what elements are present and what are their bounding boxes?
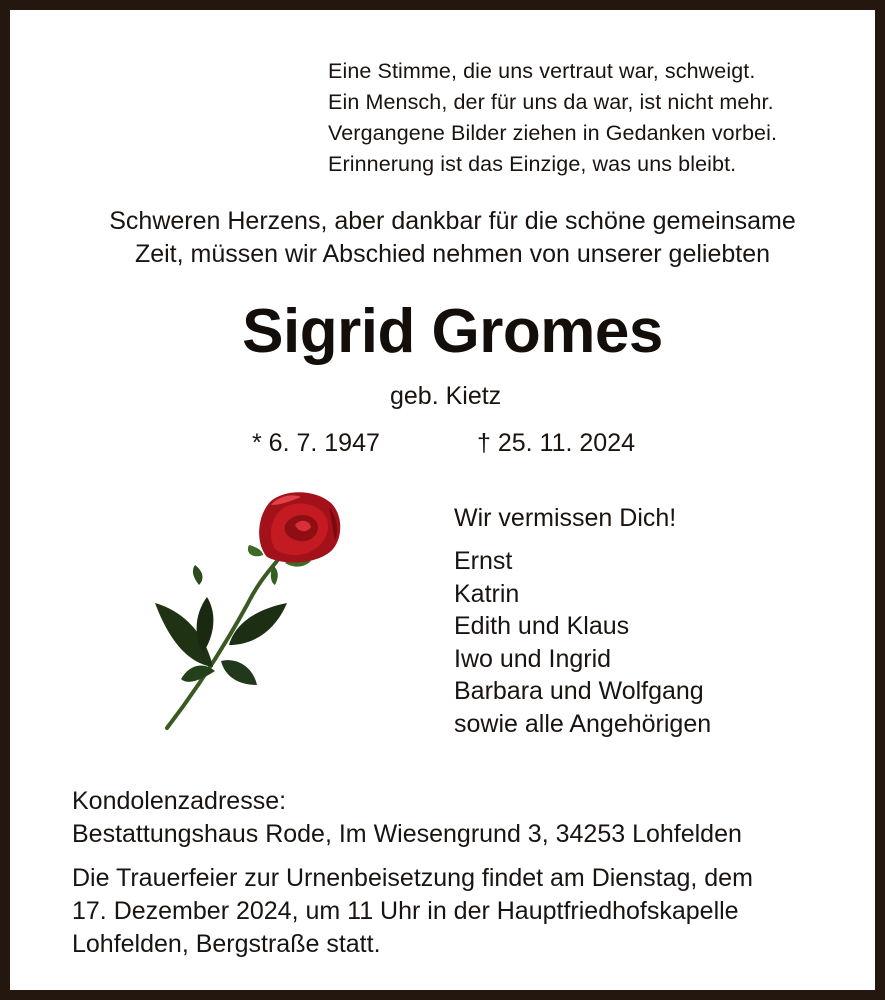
list-item: Ernst — [454, 547, 513, 575]
intro-text — [30, 205, 875, 271]
condolence-address-line: Bestattungshaus Rode, Im Wiesengrund 3, 34253 Lohfelden — [72, 820, 742, 848]
service-line: Lohfelden, Bergstraße statt. — [72, 930, 381, 958]
list-item: Edith und Klaus — [454, 612, 630, 640]
maiden-name: geb. Kietz — [390, 382, 502, 410]
intro-line: Schweren Herzens, aber dankbar für die schöne gemeinsame — [109, 207, 796, 235]
service-line: 17. Dezember 2024, um 11 Uhr in der Hauptfriedhofskapelle — [72, 897, 739, 925]
death-date: † 25. 11. 2024 — [477, 429, 636, 457]
poem-line: Eine Stimme, die uns vertraut war, schweigt. — [328, 59, 756, 83]
mourners-heading: Wir vermissen Dich! — [454, 504, 677, 532]
poem-line: Erinnerung ist das Einzige, was uns bleibt. — [328, 152, 737, 176]
list-item: sowie alle Angehörigen — [454, 709, 712, 738]
service-line: Die Trauerfeier zur Urnenbeisetzung findet am Dienstag, dem — [72, 864, 753, 892]
service-notice — [72, 862, 862, 961]
mourners-list — [454, 545, 711, 740]
intro-line: Zeit, müssen wir Abschied nehmen von unserer geliebten — [134, 240, 771, 268]
list-item: Barbara und Wolfgang — [454, 677, 704, 705]
birth-date: * 6. 7. 1947 — [252, 429, 380, 457]
condolence-address — [72, 785, 862, 851]
condolence-label: Kondolenzadresse: — [72, 787, 287, 815]
list-item: Katrin — [454, 579, 520, 608]
poem — [328, 56, 868, 180]
deceased-name: Sigrid Gromes — [242, 297, 663, 366]
poem-line: Ein Mensch, der für uns da war, ist nicht mehr. — [328, 90, 774, 114]
list-item: Iwo und Ingrid — [454, 644, 612, 673]
rose-icon — [145, 485, 355, 735]
poem-line: Vergangene Bilder ziehen in Gedanken vorbei. — [328, 121, 778, 145]
